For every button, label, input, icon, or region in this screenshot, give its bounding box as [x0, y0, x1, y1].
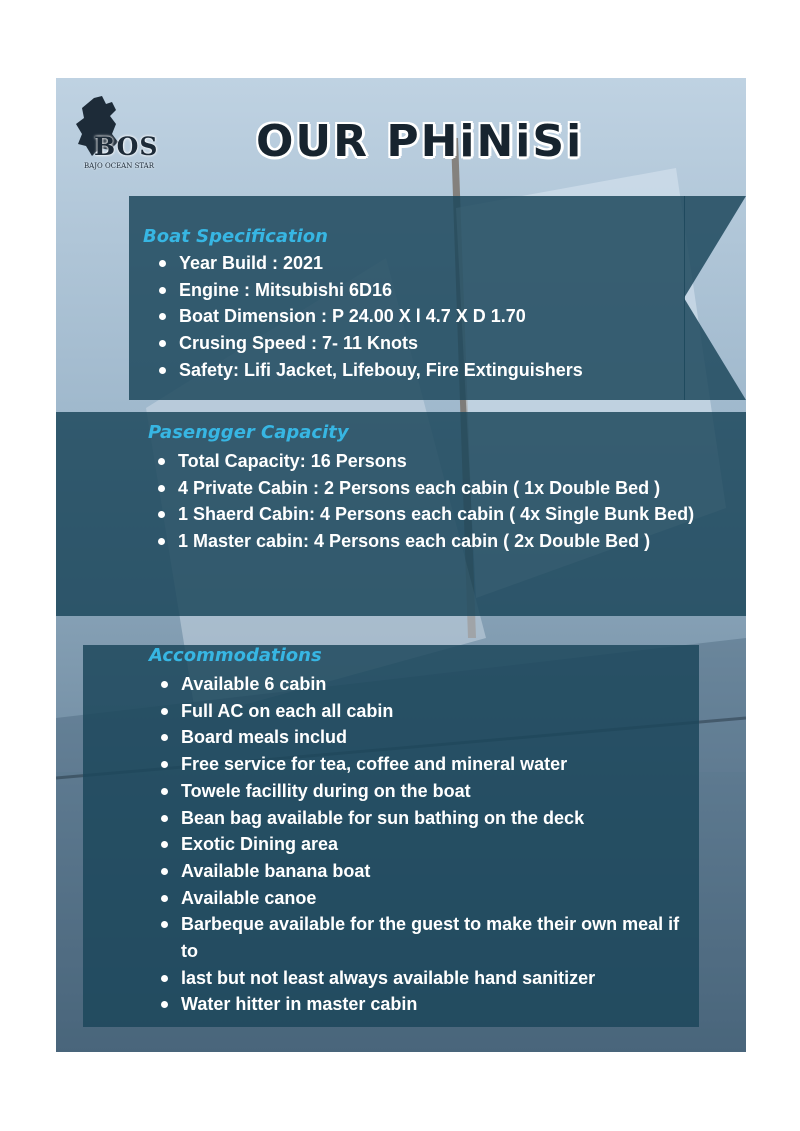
list-item: Bean bag available for sun bathing on the deck [157, 805, 701, 832]
list-item: Barbeque available for the guest to make their own meal if to [157, 911, 701, 964]
list-item: Crusing Speed : 7- 11 Knots [155, 330, 583, 357]
poster [56, 78, 746, 1052]
list-item: Available banana boat [157, 858, 701, 885]
list-item: Exotic Dining area [157, 831, 701, 858]
list-item: Free service for tea, coffee and mineral water [157, 751, 701, 778]
list-item: Available 6 cabin [157, 671, 701, 698]
logo-subtitle: BAJO OCEAN STAR [84, 162, 154, 170]
section-heading: Boat Specification [143, 226, 328, 247]
list-item: last but not least always available hand sanitizer [157, 965, 701, 992]
passenger-capacity-panel [56, 412, 746, 616]
ribbon-tail [684, 196, 746, 400]
capacity-list [154, 448, 698, 555]
list-item: Board meals includ [157, 724, 701, 751]
list-item: Engine : Mitsubishi 6D16 [155, 277, 583, 304]
section-heading: Accommodations [149, 645, 322, 666]
list-item: 4 Private Cabin : 2 Persons each cabin ( 1x Double Bed ) [154, 475, 698, 502]
page-title: OUR PHiNiSi [256, 116, 584, 167]
list-item: Total Capacity: 16 Persons [154, 448, 698, 475]
list-item: Full AC on each all cabin [157, 698, 701, 725]
list-item: Year Build : 2021 [155, 250, 583, 277]
list-item: Safety: Lifi Jacket, Lifebouy, Fire Extinguishers [155, 357, 583, 384]
list-item: Available canoe [157, 885, 701, 912]
list-item: Towele facillity during on the boat [157, 778, 701, 805]
list-item: Boat Dimension : P 24.00 X l 4.7 X D 1.70 [155, 303, 583, 330]
accommodations-list [157, 671, 701, 1018]
list-item: 1 Shaerd Cabin: 4 Persons each cabin ( 4x Single Bunk Bed) [154, 501, 698, 528]
boat-specification-panel [129, 196, 685, 400]
section-heading: Pasengger Capacity [148, 422, 349, 443]
logo-text: BOS [94, 132, 159, 161]
list-item: Water hitter in master cabin [157, 991, 701, 1018]
list-item: 1 Master cabin: 4 Persons each cabin ( 2x Double Bed ) [154, 528, 698, 555]
spec-list [155, 250, 583, 384]
bajo-ocean-star-logo [68, 94, 178, 172]
accommodations-panel [83, 645, 699, 1027]
